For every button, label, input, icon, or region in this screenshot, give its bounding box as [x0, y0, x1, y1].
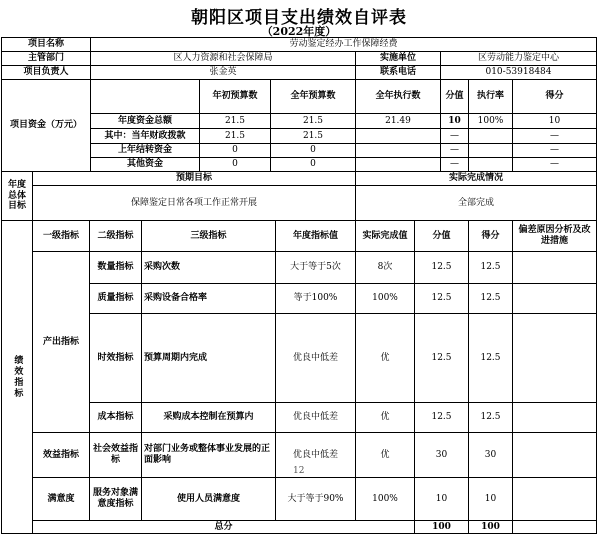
funds-row-weight: —	[440, 143, 469, 158]
funds-header-annual: 全年预算数	[270, 79, 356, 114]
goals-expected-value: 保障鉴定日常各项工作正常开展	[32, 185, 356, 221]
funds-row-score: —	[512, 157, 597, 172]
header-weight: 分值	[414, 220, 469, 252]
level3-cell: 采购次数	[141, 251, 276, 284]
header-deviation: 偏差原因分析及改进措施	[512, 220, 597, 252]
level2-cell: 社会效益指标	[89, 432, 142, 478]
funds-row-weight: —	[440, 128, 469, 144]
weight-cell: 12.5	[414, 251, 469, 284]
funds-row-rate	[468, 128, 513, 144]
funds-header-weight: 分值	[440, 79, 469, 114]
actual-cell: 优	[355, 313, 415, 403]
level1-satisfaction: 满意度	[32, 477, 90, 521]
funds-row-label: 上年结转资金	[90, 143, 200, 158]
header-actual: 实际完成值	[355, 220, 415, 252]
dept-value: 区人力资源和社会保障局	[90, 51, 356, 66]
funds-label: 项目资金（万元）	[1, 79, 91, 172]
deviation-cell	[512, 477, 597, 521]
page-mark: 12	[293, 466, 305, 476]
funds-row-rate	[468, 157, 513, 172]
weight-cell: 10	[414, 477, 469, 521]
deviation-cell	[512, 432, 597, 478]
funds-row-annual: 21.5	[270, 128, 356, 144]
goals-actual-value: 全部完成	[355, 185, 597, 221]
funds-row-executed: 21.49	[355, 113, 441, 129]
funds-row-executed	[355, 128, 441, 144]
actual-cell: 100%	[355, 477, 415, 521]
level3-cell: 使用人员满意度	[141, 477, 276, 521]
funds-row-executed	[355, 157, 441, 172]
total-label: 总分	[32, 520, 415, 534]
funds-row-annual: 0	[270, 143, 356, 158]
funds-row-label: 年度资金总额	[90, 113, 200, 129]
target-cell: 大于等于90%	[275, 477, 356, 521]
level3-cell: 采购设备合格率	[141, 283, 276, 314]
funds-header-initial: 年初预算数	[199, 79, 271, 114]
actual-cell: 优	[355, 402, 415, 433]
header-level2: 二级指标	[89, 220, 142, 252]
goals-expected-label: 预期目标	[32, 171, 356, 186]
header-target: 年度指标值	[275, 220, 356, 252]
weight-cell: 12.5	[414, 283, 469, 314]
total-score: 100	[468, 520, 513, 534]
score-cell: 12.5	[468, 283, 513, 314]
level3-cell: 采购成本控制在预算内	[141, 402, 276, 433]
total-deviation-blank	[512, 520, 597, 534]
target-cell: 等于100%	[275, 283, 356, 314]
dept-label: 主管部门	[1, 51, 91, 66]
funds-header-executed: 全年执行数	[355, 79, 441, 114]
header-level1: 一级指标	[32, 220, 90, 252]
funds-row-initial: 21.5	[199, 113, 271, 129]
funds-row-executed	[355, 143, 441, 158]
funds-row-initial: 21.5	[199, 128, 271, 144]
funds-header-rate: 执行率	[468, 79, 513, 114]
level1-benefit: 效益指标	[32, 432, 90, 478]
goals-label: 年度总体目标	[1, 171, 33, 221]
actual-cell: 8次	[355, 251, 415, 284]
level2-cell: 数量指标	[89, 251, 142, 284]
deviation-cell	[512, 251, 597, 284]
funds-row-label: 其他资金	[90, 157, 200, 172]
target-cell: 优良中低差	[275, 402, 356, 433]
deviation-cell	[512, 283, 597, 314]
funds-row-initial: 0	[199, 143, 271, 158]
total-weight: 100	[414, 520, 469, 534]
header-level3: 三级指标	[141, 220, 276, 252]
level3-cell: 对部门业务或整体事业发展的正面影响	[141, 432, 276, 478]
funds-row-rate: 100%	[468, 113, 513, 129]
score-cell: 10	[468, 477, 513, 521]
funds-row-initial: 0	[199, 157, 271, 172]
level2-cell: 时效指标	[89, 313, 142, 403]
funds-row-rate	[468, 143, 513, 158]
target-cell: 优良中低差	[275, 313, 356, 403]
funds-row-annual: 21.5	[270, 113, 356, 129]
unit-value: 区劳动能力鉴定中心	[440, 51, 597, 66]
target-cell: 大于等于5次	[275, 251, 356, 284]
funds-row-score: 10	[512, 113, 597, 129]
person-value: 张金英	[90, 65, 356, 80]
funds-row-annual: 0	[270, 157, 356, 172]
phone-value: 010-53918484	[440, 65, 597, 80]
level2-cell: 服务对象满意度指标	[89, 477, 142, 521]
score-cell: 12.5	[468, 251, 513, 284]
score-cell: 12.5	[468, 402, 513, 433]
header-score: 得分	[468, 220, 513, 252]
page-subtitle: （2022年度）	[261, 25, 337, 38]
score-cell: 30	[468, 432, 513, 478]
level3-cell: 预算周期内完成	[141, 313, 276, 403]
project-name-value: 劳动鉴定经办工作保障经费	[90, 37, 597, 52]
unit-label: 实施单位	[355, 51, 441, 66]
actual-cell: 优	[355, 432, 415, 478]
funds-header-blank	[90, 79, 200, 114]
page-title: 朝阳区项目支出绩效自评表	[191, 8, 407, 28]
level2-cell: 质量指标	[89, 283, 142, 314]
goals-actual-label: 实际完成情况	[355, 171, 597, 186]
funds-header-score: 得分	[512, 79, 597, 114]
weight-cell: 12.5	[414, 313, 469, 403]
weight-cell: 30	[414, 432, 469, 478]
target-cell: 优良中低差	[275, 432, 356, 478]
funds-row-weight: —	[440, 157, 469, 172]
level2-cell: 成本指标	[89, 402, 142, 433]
score-cell: 12.5	[468, 313, 513, 403]
person-label: 项目负责人	[1, 65, 91, 80]
indicators-label: 绩效指标	[1, 220, 33, 534]
weight-cell: 12.5	[414, 402, 469, 433]
project-name-label: 项目名称	[1, 37, 91, 52]
phone-label: 联系电话	[355, 65, 441, 80]
actual-cell: 100%	[355, 283, 415, 314]
funds-row-label: 其中：当年财政拨款	[90, 128, 200, 144]
funds-row-weight: 10	[440, 113, 469, 129]
funds-row-score: —	[512, 143, 597, 158]
evaluation-table	[0, 37, 598, 534]
funds-row-score: —	[512, 128, 597, 144]
level1-output: 产出指标	[32, 251, 90, 433]
deviation-cell	[512, 313, 597, 403]
deviation-cell	[512, 402, 597, 433]
